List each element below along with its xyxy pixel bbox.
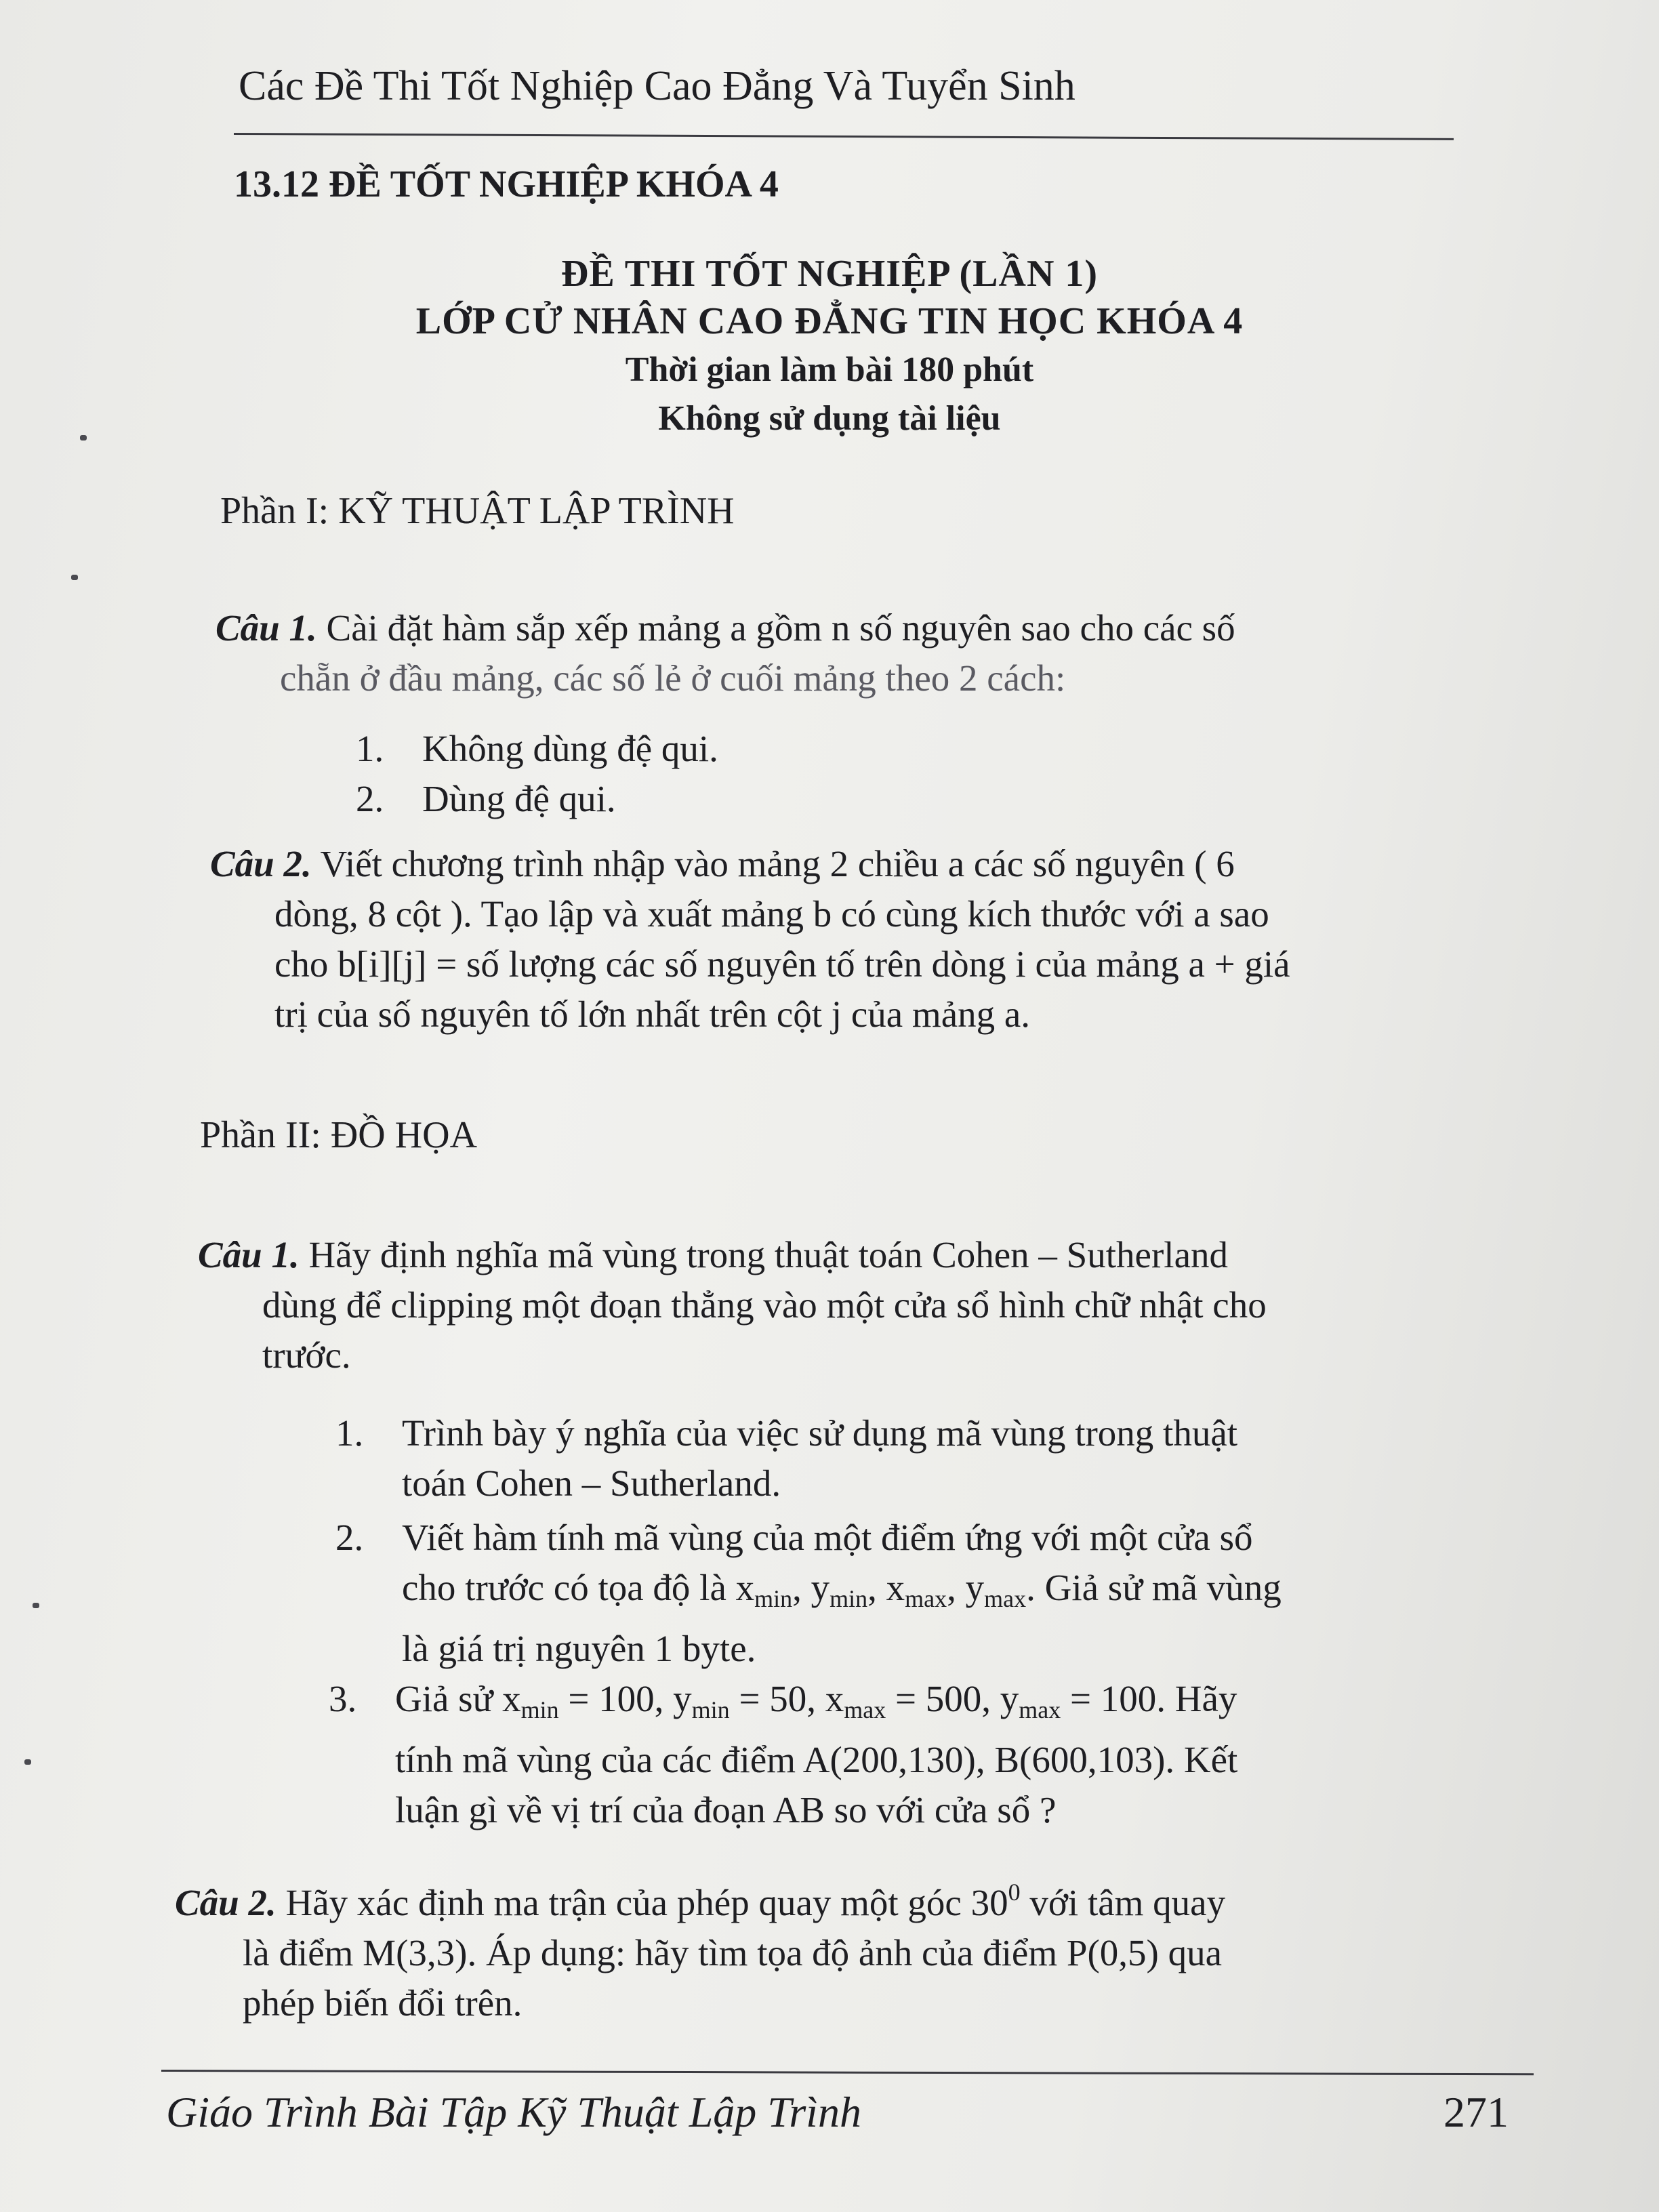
question-text: phép biến đổi trên.	[243, 1982, 523, 2024]
section-heading: 13.12 ĐỀ TỐT NGHIỆP KHÓA 4	[234, 163, 779, 205]
question-text: là điểm M(3,3). Áp dụng: hãy tìm tọa độ ảnh của điểm P(0,5) qua	[243, 1932, 1222, 1973]
margin-speck	[33, 1603, 39, 1608]
list-text: Giả sử $x_{min} = 100$, $y_{min} = 50$, $x_{max} = 500$, $y_{max} = 100$. Hãy	[395, 1678, 1237, 1723]
question-text: Hãy định nghĩa mã vùng trong thuật toán Cohen – Sutherland	[299, 1234, 1228, 1275]
list-text: Dùng đệ qui.	[422, 778, 616, 819]
part2-question2	[175, 1867, 1225, 2028]
list-item	[329, 1674, 1237, 1835]
list-number: 3.	[329, 1678, 357, 1719]
question-text: chẵn ở đầu mảng, các số lẻ ở cuối mảng theo 2 cách:	[280, 657, 1066, 699]
part2-heading: Phần II: ĐỒ HỌA	[200, 1114, 478, 1156]
part1-question2	[210, 839, 1290, 1040]
exam-class: LỚP CỬ NHÂN CAO ĐẲNG TIN HỌC KHÓA 4	[415, 300, 1244, 342]
question-text: Hãy xác định ma trận của phép quay một góc $30^0$ với tâm quay	[276, 1879, 1226, 1923]
footer-rule	[161, 2070, 1534, 2075]
exam-title: ĐỀ THI TỐT NGHIỆP (LẦN 1)	[560, 253, 1099, 295]
list-text: Viết hàm tính mã vùng của một điểm ứng với một cửa sổ	[402, 1517, 1253, 1558]
question-text: trị của số nguyên tố lớn nhất trên cột j của mảng a.	[274, 994, 1031, 1035]
list-item	[335, 1408, 1237, 1509]
list-item	[356, 724, 718, 774]
list-text: Trình bày ý nghĩa của việc sử dụng mã vùng trong thuật	[402, 1412, 1238, 1454]
question-text: Cài đặt hàm sắp xếp mảng a gồm n số nguyên sao cho các số	[316, 607, 1235, 649]
question-label: Câu 2.	[175, 1882, 276, 1923]
list-number: 2.	[356, 778, 384, 819]
list-number: 1.	[356, 728, 384, 769]
question-label: Câu 1.	[216, 607, 317, 649]
running-header: Các Đề Thi Tốt Nghiệp Cao Đẳng Và Tuyển Sinh	[239, 63, 1076, 109]
header-rule	[234, 133, 1454, 140]
part2-question1	[198, 1230, 1267, 1380]
question-text: Viết chương trình nhập vào mảng 2 chiều a các số nguyên ( 6	[311, 843, 1235, 884]
question-text: dùng để clipping một đoạn thẳng vào một cửa sổ hình chữ nhật cho	[262, 1284, 1267, 1326]
part1-question1	[216, 603, 1235, 703]
list-text: luận gì về vị trí của đoạn AB so với cửa sổ ?	[395, 1789, 1057, 1830]
question-label: Câu 2.	[210, 843, 312, 884]
list-item	[356, 774, 616, 824]
page-number: 271	[1443, 2088, 1509, 2136]
part1-heading: Phần I: KỸ THUẬT LẬP TRÌNH	[220, 490, 735, 532]
margin-speck	[80, 435, 87, 441]
exam-note: Không sử dụng tài liệu	[658, 399, 1001, 438]
footer-title: Giáo Trình Bài Tập Kỹ Thuật Lập Trình	[166, 2088, 862, 2136]
list-text: tính mã vùng của các điểm A(200,130), B(600,103). Kết	[395, 1739, 1238, 1780]
question-text: trước.	[262, 1334, 351, 1376]
exam-time: Thời gian làm bài 180 phút	[625, 350, 1034, 389]
list-number: 1.	[335, 1412, 364, 1454]
list-text: cho trước có tọa độ là $x_{min}$, $y_{min}$, $x_{max}$, $y_{max}$. Giả sử mã vùng	[402, 1567, 1282, 1612]
question-text: cho b[i][j] = số lượng các số nguyên tố trên dòng i của mảng a + giá	[274, 943, 1290, 985]
question-label: Câu 1.	[198, 1234, 300, 1275]
list-text: Không dùng đệ qui.	[422, 728, 718, 769]
list-text: toán Cohen – Sutherland.	[402, 1462, 781, 1504]
question-text: dòng, 8 cột ). Tạo lập và xuất mảng b có cùng kích thước với a sao	[274, 893, 1269, 935]
list-number: 2.	[335, 1517, 364, 1558]
list-text: là giá trị nguyên 1 byte.	[402, 1628, 756, 1669]
margin-speck	[71, 575, 78, 580]
margin-speck	[24, 1759, 31, 1765]
list-item	[335, 1513, 1282, 1674]
